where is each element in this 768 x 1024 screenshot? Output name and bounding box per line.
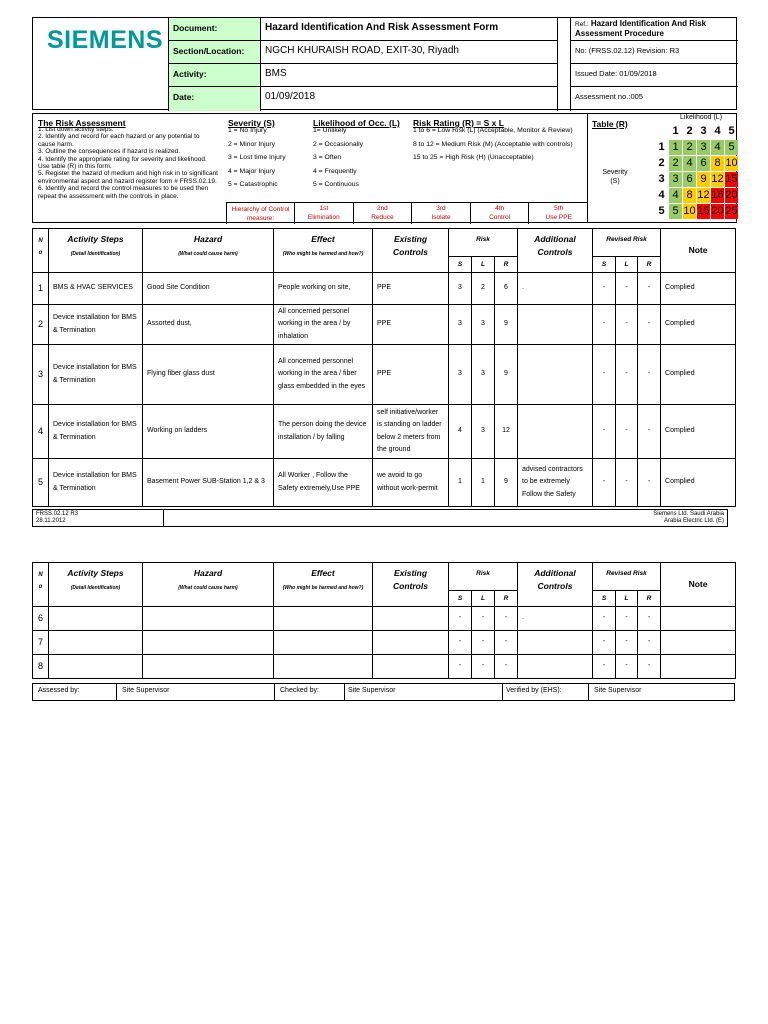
effect-cell	[274, 607, 373, 631]
additional-controls-cell	[518, 305, 593, 345]
revised-severity-cell: -	[593, 405, 616, 459]
header-activity: Activity Steps (Detail Identification)	[49, 229, 143, 273]
header-additional-controls: Additional Controls	[518, 229, 593, 273]
effect-cell: People working on site,	[274, 273, 373, 305]
header-r: R	[495, 591, 518, 607]
revised-severity-cell: -	[593, 345, 616, 405]
section-label: Section/Location:	[169, 41, 261, 64]
note-cell	[661, 655, 736, 679]
header-no: N o	[33, 563, 49, 607]
matrix-cell: 9	[697, 172, 710, 187]
additional-controls-cell: advised contractors to be extremely Follow the Safety	[518, 459, 593, 507]
hierarchy-row	[226, 202, 587, 224]
severity-cell: 3	[449, 273, 472, 305]
severity-cell: 4	[449, 405, 472, 459]
matrix-likelihood-header: 2	[686, 125, 693, 137]
likelihood-cell: -	[472, 607, 495, 631]
effect-cell: All concerned personel working in the area / by inhalation	[274, 305, 373, 345]
revised-severity-cell: -	[593, 459, 616, 507]
matrix-cell: 4	[669, 188, 682, 203]
note-cell	[661, 631, 736, 655]
revised-likelihood-cell: -	[616, 459, 638, 507]
rating-cell: 9	[495, 345, 518, 405]
header-existing-controls: Existing Controls	[373, 229, 449, 273]
additional-controls-cell	[518, 631, 593, 655]
table-row	[33, 305, 736, 345]
note-cell	[661, 607, 736, 631]
additional-controls-cell	[518, 405, 593, 459]
row-number: 8	[33, 655, 49, 679]
effect-cell: The person doing the device installation / by falling	[274, 405, 373, 459]
note-cell: Complied	[661, 273, 736, 305]
matrix-cell: 16	[711, 189, 724, 201]
header-revised-risk: Revised Risk	[593, 563, 661, 591]
existing-controls-cell: PPE	[373, 305, 449, 345]
activity-cell: Device installation for BMS & Termination	[49, 305, 143, 345]
header-hazard: Hazard (What could cause harm)	[143, 229, 274, 273]
header-effect: Effect (Who might be harmed and how?)	[274, 563, 373, 607]
revised-likelihood-cell: -	[616, 273, 638, 305]
likelihood-cell: 3	[472, 405, 495, 459]
rating-cell: -	[495, 607, 518, 631]
company-cell	[653, 511, 724, 525]
header-revised-s: S	[593, 591, 616, 607]
form-number-cell	[33, 510, 164, 526]
revised-rating-cell: -	[638, 459, 661, 507]
hazard-cell: Assorted dust,	[143, 305, 274, 345]
severity-cell: 3	[449, 305, 472, 345]
likelihood-cell: 2	[472, 273, 495, 305]
matrix-cell: 4	[711, 140, 724, 155]
matrix-likelihood-header: 4	[714, 125, 721, 137]
signoff-row	[32, 683, 735, 701]
hierarchy-reduce: 2nd Reduce	[354, 203, 413, 224]
note-cell: Complied	[661, 305, 736, 345]
form-date: 28.11.2012	[36, 518, 66, 524]
rating-cell: -	[495, 655, 518, 679]
revised-rating-cell: -	[638, 631, 661, 655]
header-activity: Activity Steps (Detail Identification)	[49, 563, 143, 607]
matrix-cell: 2	[683, 140, 696, 155]
hazard-cell: Working on ladders	[143, 405, 274, 459]
matrix-cell: 8	[683, 188, 696, 203]
revised-severity-cell: -	[593, 655, 616, 679]
issued-date: Issued Date: 01/09/2018	[570, 64, 738, 87]
form-header	[32, 17, 737, 110]
header-revised-r: R	[638, 591, 661, 607]
header-additional-controls: Additional Controls	[518, 563, 593, 607]
header-existing-controls: Existing Controls	[373, 563, 449, 607]
activity-label: Activity:	[169, 64, 261, 87]
effect-cell: All concerned personnel working in the area / fiber glass embedded in the eyes	[274, 345, 373, 405]
matrix-cell: 2	[669, 156, 682, 171]
table-row	[33, 405, 736, 459]
risk-table-1	[32, 228, 736, 507]
hazard-cell: Good Site Condition	[143, 273, 274, 305]
row-number: 3	[33, 345, 49, 405]
header-note: Note	[661, 229, 736, 273]
revised-severity-cell: -	[593, 273, 616, 305]
hazard-cell	[143, 655, 274, 679]
severity-cell: 1	[449, 459, 472, 507]
existing-controls-cell: PPE	[373, 273, 449, 305]
row-number: 7	[33, 631, 49, 655]
likelihood-axis-label: Likelihood (L)	[680, 114, 723, 121]
table-header-row	[33, 563, 736, 591]
date-value: 01/09/2018	[261, 87, 558, 111]
header-risk: Risk	[449, 563, 518, 591]
existing-controls-cell: we avoid to go without work-permit	[373, 459, 449, 507]
effect-cell	[274, 655, 373, 679]
activity-cell	[49, 631, 143, 655]
matrix-cell: 3	[669, 172, 682, 187]
company-name-2: Arabia Electric Ltd. (E)	[663, 518, 724, 524]
severity-axis-label: Severity (S)	[602, 169, 628, 185]
header-note: Note	[661, 563, 736, 607]
risk-matrix	[588, 114, 739, 222]
table-row	[33, 459, 736, 507]
note-cell: Complied	[661, 459, 736, 507]
verified-by-value: Site Supervisor	[594, 687, 642, 694]
additional-controls-cell	[518, 345, 593, 405]
hazard-cell	[143, 631, 274, 655]
matrix-severity-header: 4	[658, 189, 665, 201]
matrix-cell: 1	[669, 140, 682, 155]
rating-cell: 9	[495, 305, 518, 345]
risk-table-2	[32, 562, 736, 679]
revised-rating-cell: -	[638, 305, 661, 345]
matrix-likelihood-header: 3	[700, 125, 707, 137]
risk-assessment-steps: 1. List down activity steps. 2. Identify and record for each hazard or any potential to cause harm. 3. Outline the consequences if hazard is realized. 4. Identify the appropriate rating for severity and likelihood. Use table (R) in this form. 5. Register the hazard of medium and high risk in to significant environmental aspect and hazard register form # FRSS.02.19. 6. Identify and record the control measures to be used then repeat the assessment with the controls in place.	[38, 126, 218, 200]
existing-controls-cell: PPE	[373, 345, 449, 405]
matrix-cell: 12	[697, 189, 710, 201]
matrix-severity-header: 1	[658, 141, 665, 153]
matrix-cell: 3	[697, 140, 710, 155]
logo-cell	[33, 18, 169, 111]
hierarchy-isolate: 3rd Isolate	[412, 203, 471, 224]
matrix-cell: 20	[711, 205, 724, 217]
table-row	[33, 607, 736, 631]
likelihood-cell: -	[472, 655, 495, 679]
table-r-title: Table (R)	[592, 119, 628, 129]
document-label: Document:	[169, 18, 261, 41]
header-revised-l: L	[616, 257, 638, 273]
header-s: S	[449, 591, 472, 607]
likelihood-cell: 1	[472, 459, 495, 507]
effect-cell: All Worker , Follow the Safety extremely,Use PPE	[274, 459, 373, 507]
revised-rating-cell: -	[638, 405, 661, 459]
matrix-cell: 5	[669, 204, 682, 219]
revised-rating-cell: -	[638, 345, 661, 405]
verified-by-label: Verified by (EHS):	[503, 684, 589, 700]
likelihood-cell: -	[472, 631, 495, 655]
note-cell: Complied	[661, 405, 736, 459]
revised-severity-cell: -	[593, 607, 616, 631]
hierarchy-label: Hierarchy of Control measure:	[227, 203, 295, 224]
header-l: L	[472, 591, 495, 607]
revised-severity-cell: -	[593, 631, 616, 655]
matrix-cell: 25	[725, 205, 738, 217]
activity-cell	[49, 655, 143, 679]
note-cell: Complied	[661, 345, 736, 405]
hierarchy-elimination: 1st Elimination	[295, 203, 354, 224]
row-number: 2	[33, 305, 49, 345]
rating-cell: 12	[495, 405, 518, 459]
matrix-cell: 6	[697, 156, 710, 171]
header-hazard: Hazard (What could cause harm)	[143, 563, 274, 607]
revised-rating-cell: -	[638, 273, 661, 305]
hierarchy-use-ppe: 5th Use PPE	[545, 205, 572, 221]
ref-label: Ref.:	[575, 21, 589, 28]
existing-controls-cell: self initiative/worker is standing on ladder below 2 meters from the ground	[373, 405, 449, 459]
matrix-cell: 15	[725, 173, 738, 185]
assessed-by-value: Site Supervisor	[117, 684, 275, 700]
matrix-likelihood-header: 1	[672, 125, 679, 137]
likelihood-cell: 3	[472, 305, 495, 345]
rating-cell: -	[495, 631, 518, 655]
severity-title: Severity (S)	[228, 118, 275, 128]
revised-rating-cell: -	[638, 607, 661, 631]
header-revised-risk: Revised Risk	[593, 229, 661, 257]
assessed-by-label: Assessed by:	[33, 684, 117, 700]
revised-likelihood-cell: -	[616, 631, 638, 655]
activity-cell	[49, 607, 143, 631]
form-number: FRSS.02.12 R3	[36, 511, 79, 517]
additional-controls-cell: .	[518, 273, 593, 305]
matrix-cell: 12	[711, 173, 724, 185]
matrix-severity-header: 5	[658, 205, 665, 217]
ref-cell	[570, 18, 738, 41]
revised-likelihood-cell: -	[616, 345, 638, 405]
document-value: Hazard Identification And Risk Assessment Form	[261, 18, 558, 41]
header-revised-r: R	[638, 257, 661, 273]
date-label: Date:	[169, 87, 261, 111]
existing-controls-cell	[373, 655, 449, 679]
matrix-likelihood-header: 5	[728, 125, 735, 137]
revised-severity-cell: -	[593, 305, 616, 345]
hazard-cell	[143, 607, 274, 631]
effect-cell	[274, 631, 373, 655]
matrix-cell: 5	[725, 140, 738, 155]
section-value: NGCH KHURAISH ROAD, EXIT-30, Riyadh	[261, 41, 558, 64]
matrix-cell: 6	[683, 172, 696, 187]
table-row	[33, 273, 736, 305]
revised-rating-cell: -	[638, 655, 661, 679]
hazard-cell: Flying fiber glass dust	[143, 345, 274, 405]
header-effect: Effect (Who might be harmed and how?)	[274, 229, 373, 273]
revised-likelihood-cell: -	[616, 305, 638, 345]
matrix-severity-header: 2	[658, 157, 665, 169]
likelihood-cell: 3	[472, 345, 495, 405]
form-footer	[32, 509, 728, 527]
rating-list: 1 to 6 = Low Risk (L) (Acceptable, Monitor & Review) 8 to 12 = Medium Risk (M) (Acceptable with controls) 15 to 25 = High Risk (H) (Unacceptable)	[413, 127, 573, 161]
ref-value: Hazard Identification And Risk Assessment Procedure	[575, 19, 707, 38]
checked-by-label: Checked by:	[275, 684, 345, 700]
matrix-cell: 10	[725, 157, 738, 169]
row-number: 5	[33, 459, 49, 507]
matrix-cell: 4	[683, 156, 696, 171]
table-row	[33, 631, 736, 655]
header-l: L	[472, 257, 495, 273]
severity-cell: 3	[449, 345, 472, 405]
existing-controls-cell	[373, 631, 449, 655]
severity-cell: -	[449, 631, 472, 655]
matrix-severity-header: 3	[658, 173, 665, 185]
matrix-cell: 10	[683, 205, 696, 217]
risk-assessment-title: The Risk Assessment	[38, 118, 126, 128]
assessment-no: Assessment no.:005	[570, 87, 738, 111]
rating-title: Risk Rating (R) = S x L	[413, 118, 504, 128]
header-revised-l: L	[616, 591, 638, 607]
revised-likelihood-cell: -	[616, 607, 638, 631]
existing-controls-cell	[373, 607, 449, 631]
additional-controls-cell: .	[518, 607, 593, 631]
activity-value: BMS	[261, 64, 558, 87]
hazard-cell: Basement Power SUB-Station 1,2 & 3	[143, 459, 274, 507]
company-name: Siemens Ltd. Saudi Arabia	[653, 511, 724, 517]
header-revised-s: S	[593, 257, 616, 273]
likelihood-title: Likelihood of Occ. (L)	[313, 118, 400, 128]
activity-cell: Device installation for BMS & Termination	[49, 405, 143, 459]
header-no: N o	[33, 229, 49, 273]
checked-by-value: Site Supervisor	[345, 684, 503, 700]
row-number: 1	[33, 273, 49, 305]
matrix-cell: 8	[711, 156, 724, 171]
additional-controls-cell	[518, 655, 593, 679]
matrix-cell: 15	[697, 205, 710, 217]
header-s: S	[449, 257, 472, 273]
table-r	[587, 114, 738, 222]
row-number: 6	[33, 607, 49, 631]
header-risk: Risk	[449, 229, 518, 257]
revised-likelihood-cell: -	[616, 655, 638, 679]
activity-cell: BMS & HVAC SERVICES	[49, 273, 143, 305]
no-revision: No: (FRSS.02.12) Revision: R3	[570, 41, 738, 64]
hierarchy-control: 4th Control	[471, 203, 530, 224]
table-row	[33, 345, 736, 405]
severity-list: 1 = No Injury 2 = Minor Injury 3 = Lost time Injury 4 = Major Injury 5 = Catastrophic	[228, 127, 286, 188]
rating-cell: 9	[495, 459, 518, 507]
severity-cell: -	[449, 655, 472, 679]
siemens-logo: SIEMENS	[47, 26, 164, 54]
table-row	[33, 655, 736, 679]
revised-likelihood-cell: -	[616, 405, 638, 459]
info-block	[32, 113, 737, 223]
matrix-cell: 20	[725, 189, 738, 201]
row-number: 4	[33, 405, 49, 459]
table-header-row	[33, 229, 736, 257]
activity-cell: Device installation for BMS & Termination	[49, 459, 143, 507]
rating-cell: 6	[495, 273, 518, 305]
likelihood-list: 1= Unlikely 2 = Occasionally 3 = Often 4 = Frequently 5 = Continuous	[313, 127, 364, 188]
severity-cell: -	[449, 607, 472, 631]
activity-cell: Device installation for BMS & Termination	[49, 345, 143, 405]
header-r: R	[495, 257, 518, 273]
